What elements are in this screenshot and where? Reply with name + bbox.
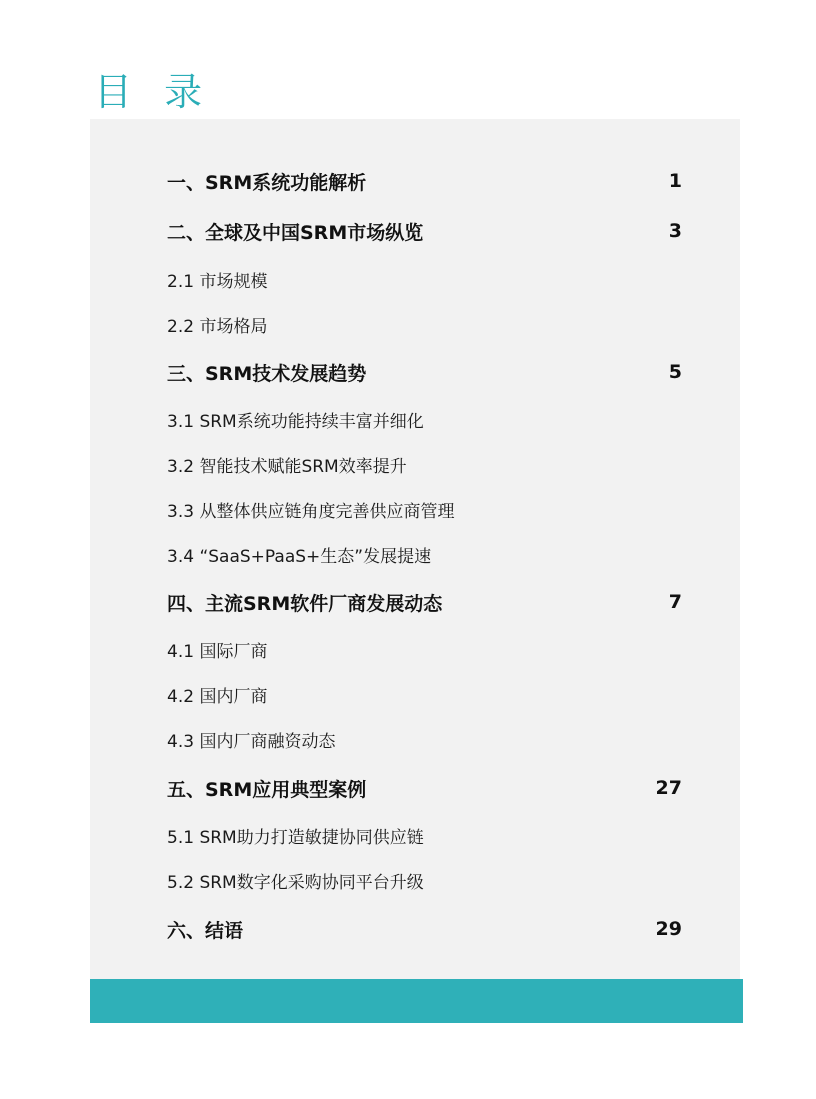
toc-entry-label: 六、结语	[167, 919, 244, 942]
toc-entry-3-4[interactable]	[167, 541, 682, 567]
toc-entry-label: 三、SRM技术发展趋势	[167, 362, 367, 385]
toc-title: 目 录	[94, 70, 213, 114]
toc-entry-1[interactable]	[167, 166, 682, 196]
toc-entry-3-3[interactable]	[167, 496, 682, 522]
toc-entry-label: 5.2 SRM数字化采购协同平台升级	[167, 872, 424, 893]
toc-entry-3-2[interactable]	[167, 451, 682, 477]
toc-entry-label: 3.1 SRM系统功能持续丰富并细化	[167, 411, 424, 432]
toc-entry-5-1[interactable]	[167, 822, 682, 848]
toc-entry-4-2[interactable]	[167, 681, 682, 707]
toc-entry-2[interactable]	[167, 216, 682, 246]
toc-entry-label: 2.1 市场规模	[167, 271, 268, 292]
toc-entry-label: 4.2 国内厂商	[167, 686, 268, 707]
toc-entry-page: 7	[668, 591, 682, 613]
toc-entry-3[interactable]	[167, 357, 682, 387]
toc-entry-label: 四、主流SRM软件厂商发展动态	[167, 592, 443, 615]
toc-entry-4-1[interactable]	[167, 636, 682, 662]
toc-entry-page: 1	[668, 170, 682, 192]
toc-entry-6[interactable]	[167, 914, 682, 944]
toc-entry-5[interactable]	[167, 773, 682, 803]
toc-entry-5-2[interactable]	[167, 867, 682, 893]
toc-entry-4-3[interactable]	[167, 726, 682, 752]
toc-entry-label: 3.3 从整体供应链角度完善供应商管理	[167, 501, 455, 522]
toc-entry-label: 4.1 国际厂商	[167, 641, 268, 662]
toc-entry-label: 5.1 SRM助力打造敏捷协同供应链	[167, 827, 424, 848]
toc-entry-page: 5	[668, 361, 682, 383]
footer-accent-bar	[90, 979, 743, 1023]
toc-entry-label: 4.3 国内厂商融资动态	[167, 731, 336, 752]
toc-entry-label: 五、SRM应用典型案例	[167, 778, 367, 801]
toc-entry-label: 一、SRM系统功能解析	[167, 171, 367, 194]
toc-entry-label: 二、全球及中国SRM市场纵览	[167, 221, 424, 244]
toc-entry-page: 3	[668, 220, 682, 242]
toc-entry-page: 27	[655, 777, 682, 799]
toc-entry-label: 2.2 市场格局	[167, 316, 268, 337]
toc-entry-3-1[interactable]	[167, 406, 682, 432]
toc-entry-page: 29	[655, 918, 682, 940]
toc-entry-2-1[interactable]	[167, 266, 682, 292]
toc-entry-label: 3.2 智能技术赋能SRM效率提升	[167, 456, 407, 477]
toc-entry-4[interactable]	[167, 587, 682, 617]
toc-entry-2-2[interactable]	[167, 311, 682, 337]
toc-entry-label: 3.4 “SaaS+PaaS+生态”发展提速	[167, 546, 432, 567]
